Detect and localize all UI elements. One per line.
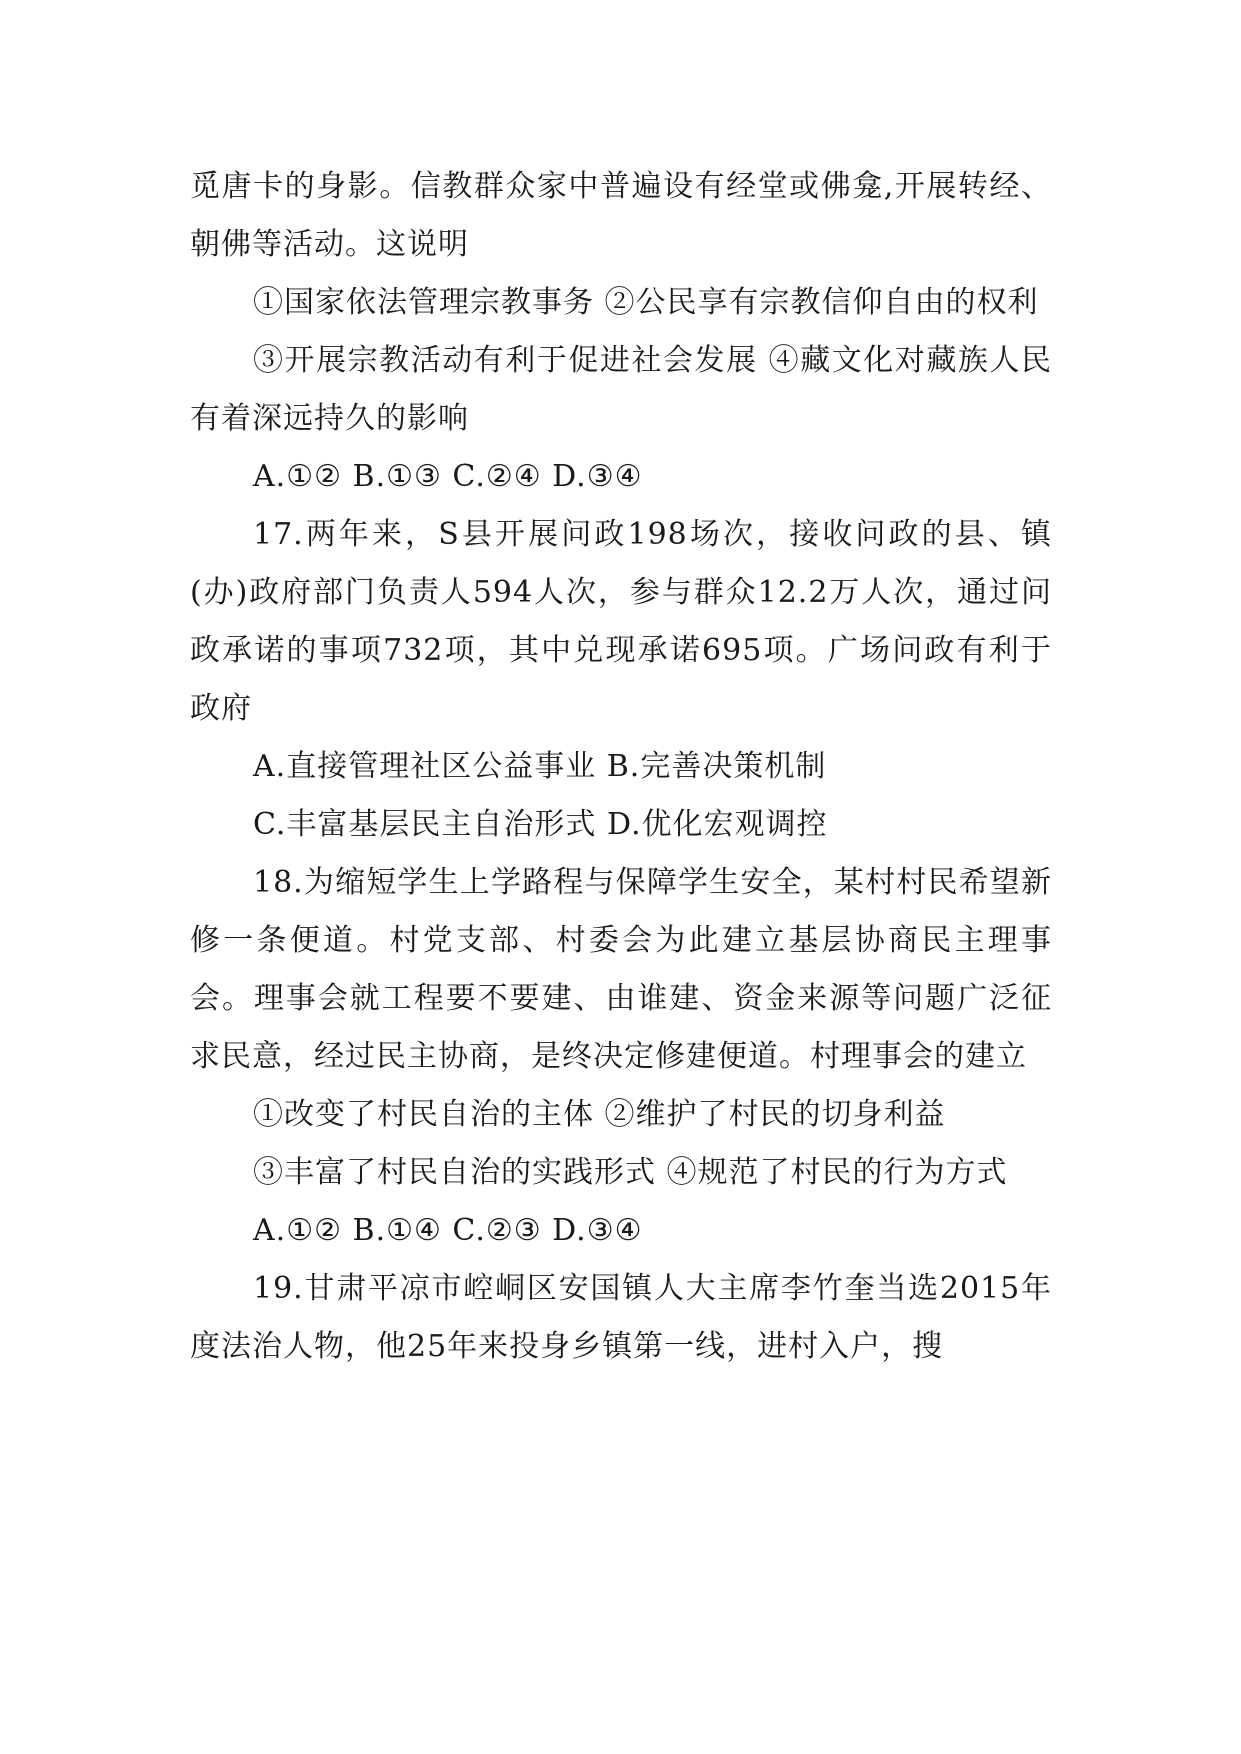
paragraph-continuation: 觅唐卡的身影。信教群众家中普遍设有经堂或佛龛,开展转经、朝佛等活动。这说明: [190, 169, 1052, 262]
document-page: [190, 158, 1052, 1376]
question-17-stem: 17.两年来，S县开展问政198场次，接收问政的县、镇(办)政府部门负责人594人次，参与群众12.2万人次，通过问政承诺的事项732项，其中兑现承诺695项。广场问政有利于政府: [190, 517, 1052, 726]
question-17-choices-cd: C.丰富基层民主自治形式 D.优化宏观调控: [253, 807, 828, 842]
question-18-options-1-2: ①改变了村民自治的主体 ②维护了村民的切身利益: [253, 1097, 946, 1132]
question-18-options-3-4: ③丰富了村民自治的实践形式 ④规范了村民的行为方式: [253, 1155, 1008, 1190]
question-16-options-3-4: ③开展宗教活动有利于促进社会发展 ④藏文化对藏族人民有着深远持久的影响: [190, 343, 1052, 436]
question-19-stem: 19.甘肃平凉市崆峒区安国镇人大主席李竹奎当选2015年度法治人物，他25年来投身乡镇第一线，进村入户，搜: [190, 1271, 1052, 1364]
question-16-options-1-2: ①国家依法管理宗教事务 ②公民享有宗教信仰自由的权利: [253, 285, 1039, 320]
question-18-stem: 18.为缩短学生上学路程与保障学生安全，某村村民希望新修一条便道。村党支部、村委会为此建立基层协商民主理事会。理事会就工程要不要建、由谁建、资金来源等问题广泛征求民意，经过民主协商，是终决定修建便道。村理事会的建立: [190, 865, 1052, 1074]
question-16-choices: A.①② B.①③ C.②④ D.③④: [253, 459, 643, 494]
question-17-choices-ab: A.直接管理社区公益事业 B.完善决策机制: [253, 749, 827, 784]
question-18-choices: A.①② B.①④ C.②③ D.③④: [253, 1213, 643, 1248]
